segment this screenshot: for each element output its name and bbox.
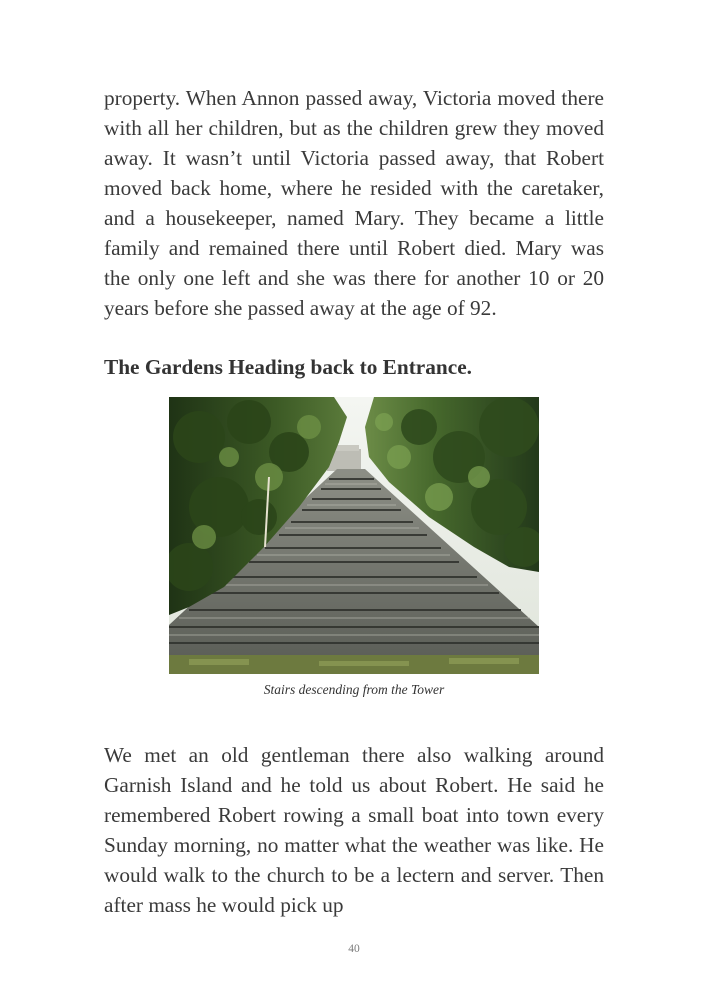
section-heading: The Gardens Heading back to Entrance. xyxy=(104,355,472,379)
page-number: 40 xyxy=(348,943,360,955)
photo-caption: Stairs descending from the Tower xyxy=(263,682,445,697)
body-paragraph-2: We met an old gentleman there also walking around Garnish Island and he told us about Robert. He said he remembered Robert rowing a small boat into town every Sunday morning, no matter what the weather was like. He would walk to the church to be a lectern and server. Then after mass he would pick up xyxy=(104,743,604,917)
body-paragraph-1: property. When Annon passed away, Victoria moved there with all her children, but as the children grew they moved away. It wasn’t until Victoria passed away, that Robert moved back home, where he resided with the caretaker, and a housekeeper, named Mary. They became a little family and remained there until Robert died. Mary was the only one left and she was there for another 10 or 20 years before she passed away at the age of 92. xyxy=(104,86,604,320)
stairs-photo xyxy=(169,397,539,674)
